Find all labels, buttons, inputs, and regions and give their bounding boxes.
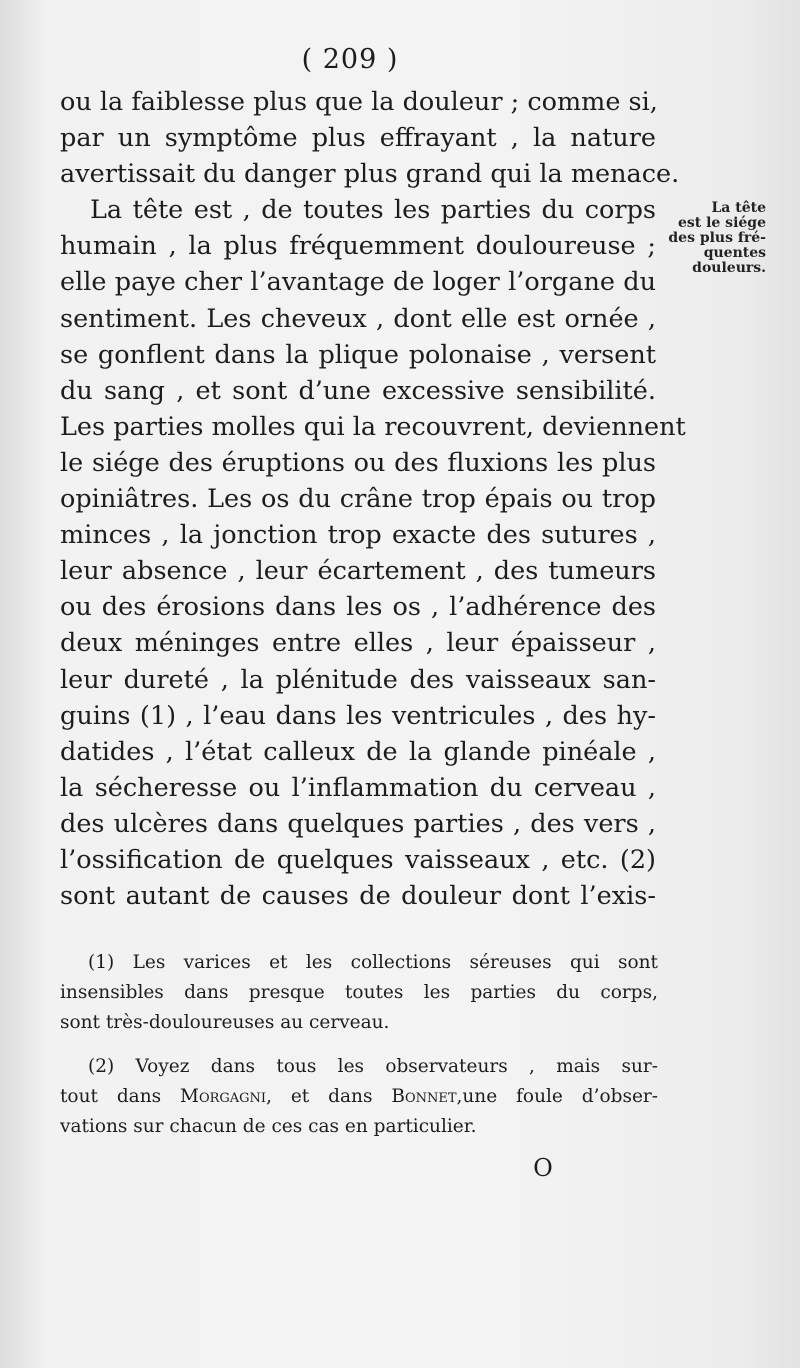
text-line: du sang , et sont d’une excessive sensibilité. [60, 375, 656, 406]
footnote-line: sont très-douloureuses au cerveau. [60, 1012, 390, 1033]
margin-note-line: est le siége [677, 215, 766, 231]
author-name-morgagni: Morgagni [180, 1086, 267, 1107]
text-line: par un symptôme plus effrayant , la nature [60, 123, 656, 154]
text-line: deux méninges entre elles , leur épaisseur , [60, 628, 656, 659]
footnote-line: (1) Les varices et les collections séreuses qui sont [88, 952, 658, 973]
margin-note-line: La tête [711, 200, 766, 216]
footnote-line [60, 1082, 658, 1112]
margin-note-line: douleurs. [692, 260, 766, 276]
footnote-text: tout dans [60, 1086, 181, 1107]
text-line: le siége des éruptions ou des fluxions les plus [60, 447, 656, 478]
author-name-bonnet: Bonnet [391, 1086, 457, 1107]
text-line: sont autant de causes de douleur dont l’exis- [60, 881, 656, 912]
text-line: humain , la plus fréquemment douloureuse ; [60, 231, 656, 262]
footnote-text: ,une foule d’obser- [456, 1086, 658, 1107]
footnote-1 [60, 948, 658, 1038]
page-number: ( 209 ) [301, 44, 399, 75]
footnote-text: , et dans [266, 1086, 392, 1107]
footnotes [60, 948, 658, 1156]
text-line: ou la faiblesse plus que la douleur ; comme si, [60, 87, 658, 117]
text-line: l’ossification de quelques vaisseaux , etc. (2) [60, 844, 656, 875]
text-line: opiniâtres. Les os du crâne trop épais ou trop [60, 484, 656, 515]
main-text [60, 84, 686, 914]
text-line: des ulcères dans quelques parties , des vers , [60, 808, 656, 839]
text-line: datides , l’état calleux de la glande pinéale , [60, 736, 656, 767]
footnote-line: vations sur chacun de ces cas en particulier. [60, 1116, 477, 1137]
text-line: leur absence , leur écartement , des tumeurs [60, 556, 656, 587]
text-line: avertissait du danger plus grand qui la menace. [60, 159, 680, 190]
text-line: elle paye cher l’avantage de loger l’organe du [60, 267, 656, 298]
footnote-line: insensibles dans presque toutes les parties du corps, [60, 982, 658, 1003]
margin-note [664, 201, 766, 276]
text-line: la sécheresse ou l’inflammation du cerveau , [60, 772, 656, 803]
text-line: se gonflent dans la plique polonaise , versent [60, 339, 656, 370]
footnote-line: (2) Voyez dans tous les observateurs , mais sur- [88, 1056, 658, 1077]
footnote-2 [60, 1052, 658, 1142]
text-line: guins (1) , l’eau dans les ventricules , des hy- [60, 700, 656, 731]
margin-note-line: des plus fré- [668, 230, 766, 246]
text-line: La tête est , de toutes les parties du corps [90, 195, 656, 226]
text-line: Les parties molles qui la recouvrent, deviennent [60, 411, 686, 442]
text-line: ou des érosions dans les os , l’adhérence des [60, 592, 656, 623]
text-line: minces , la jonction trop exacte des sutures , [60, 520, 656, 551]
margin-note-line: quentes [703, 245, 766, 261]
catchword: O [533, 1154, 553, 1182]
text-line: sentiment. Les cheveux , dont elle est ornée , [60, 303, 656, 334]
text-line: leur dureté , la plénitude des vaisseaux san- [60, 664, 656, 695]
